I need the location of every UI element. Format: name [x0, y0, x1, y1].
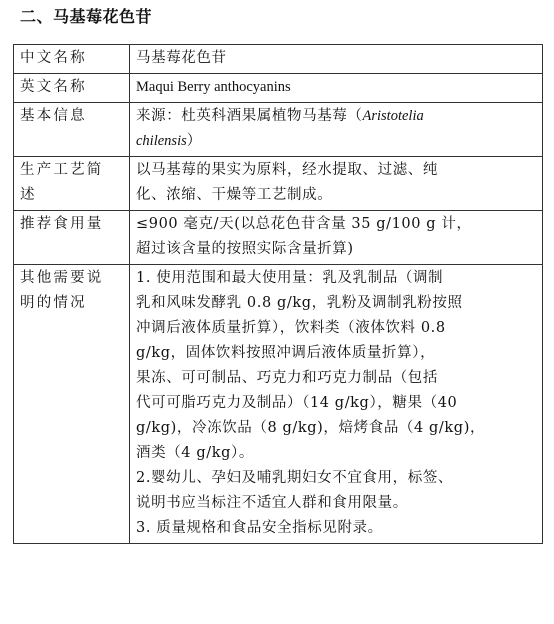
- section-title: 二、马基莓花色苷: [20, 7, 153, 26]
- source-suffix: ）: [186, 133, 202, 149]
- label-line: 基本信息: [20, 108, 87, 124]
- value-line: g/kg)，冷冻饮品（8 g/kg)，焙烤食品（4 g/kg)，: [136, 420, 486, 436]
- value-line: ≤900 毫克/天(以总花色苷含量 35 g/100 g 计，: [136, 216, 472, 232]
- label-line: 生产工艺简: [20, 162, 104, 178]
- value-line: 说明书应当标注不适宜人群和食用限量。: [136, 495, 408, 511]
- table-row-chinese-name: [14, 45, 543, 74]
- latin-genus: Aristotelia: [362, 108, 424, 124]
- value-line: 酒类（4 g/kg）。: [136, 445, 254, 461]
- label-line: 其他需要说: [20, 270, 104, 286]
- value-line: [136, 104, 536, 129]
- table-row-production-process: [14, 157, 543, 211]
- label-line: 述: [20, 187, 37, 203]
- latin-species: chilensis: [136, 133, 187, 149]
- label-line: 推荐食用量: [20, 216, 104, 232]
- row-value: [130, 265, 543, 544]
- value-line: 2.婴幼儿、孕妇及哺乳期妇女不宜食用，标签、: [136, 470, 454, 486]
- source-prefix: 来源：杜英科酒果属植物马基莓（: [136, 108, 363, 124]
- value-line: 以马基莓的果实为原料，经水提取、过滤、纯: [136, 162, 438, 178]
- value-line: [136, 129, 536, 154]
- row-label: [14, 103, 130, 157]
- row-label: [14, 157, 130, 211]
- row-value: [130, 103, 543, 157]
- value-line: 果冻、可可制品、巧克力和巧克力制品（包括: [136, 370, 438, 386]
- row-label: [14, 45, 130, 74]
- value-line: 冲调后液体质量折算），饮料类（液体饮料 0.8: [136, 320, 446, 336]
- label-line: 中文名称: [20, 50, 87, 66]
- value-line: g/kg，固体饮料按照冲调后液体质量折算），: [136, 345, 436, 361]
- value-line: 乳和风味发酵乳 0.8 g/kg，乳粉及调制乳粉按照: [136, 295, 463, 311]
- label-line: 明的情况: [20, 295, 87, 311]
- info-table: [13, 44, 543, 544]
- table-row-english-name: [14, 74, 543, 103]
- row-value: [130, 211, 543, 265]
- value-line: 1. 使用范围和最大使用量：乳及乳制品（调制: [136, 270, 444, 286]
- table-row-other-notes: [14, 265, 543, 544]
- row-value: [130, 45, 543, 74]
- row-value: [130, 157, 543, 211]
- row-label: [14, 74, 130, 103]
- table-row-recommended-intake: [14, 211, 543, 265]
- label-line: 英文名称: [20, 79, 87, 95]
- row-value: [130, 74, 543, 103]
- table-row-basic-info: [14, 103, 543, 157]
- value-line: 化、浓缩、干燥等工艺制成。: [136, 187, 333, 203]
- value-line: 3. 质量规格和食品安全指标见附录。: [136, 520, 383, 536]
- row-label: [14, 265, 130, 544]
- value-line: 马基莓花色苷: [136, 50, 227, 66]
- value-line: 超过该含量的按照实际含量折算): [136, 241, 354, 257]
- row-label: [14, 211, 130, 265]
- value-line: 代可可脂巧克力及制品）（14 g/kg），糖果（40: [136, 395, 458, 411]
- value-line: Maqui Berry anthocyanins: [136, 79, 291, 95]
